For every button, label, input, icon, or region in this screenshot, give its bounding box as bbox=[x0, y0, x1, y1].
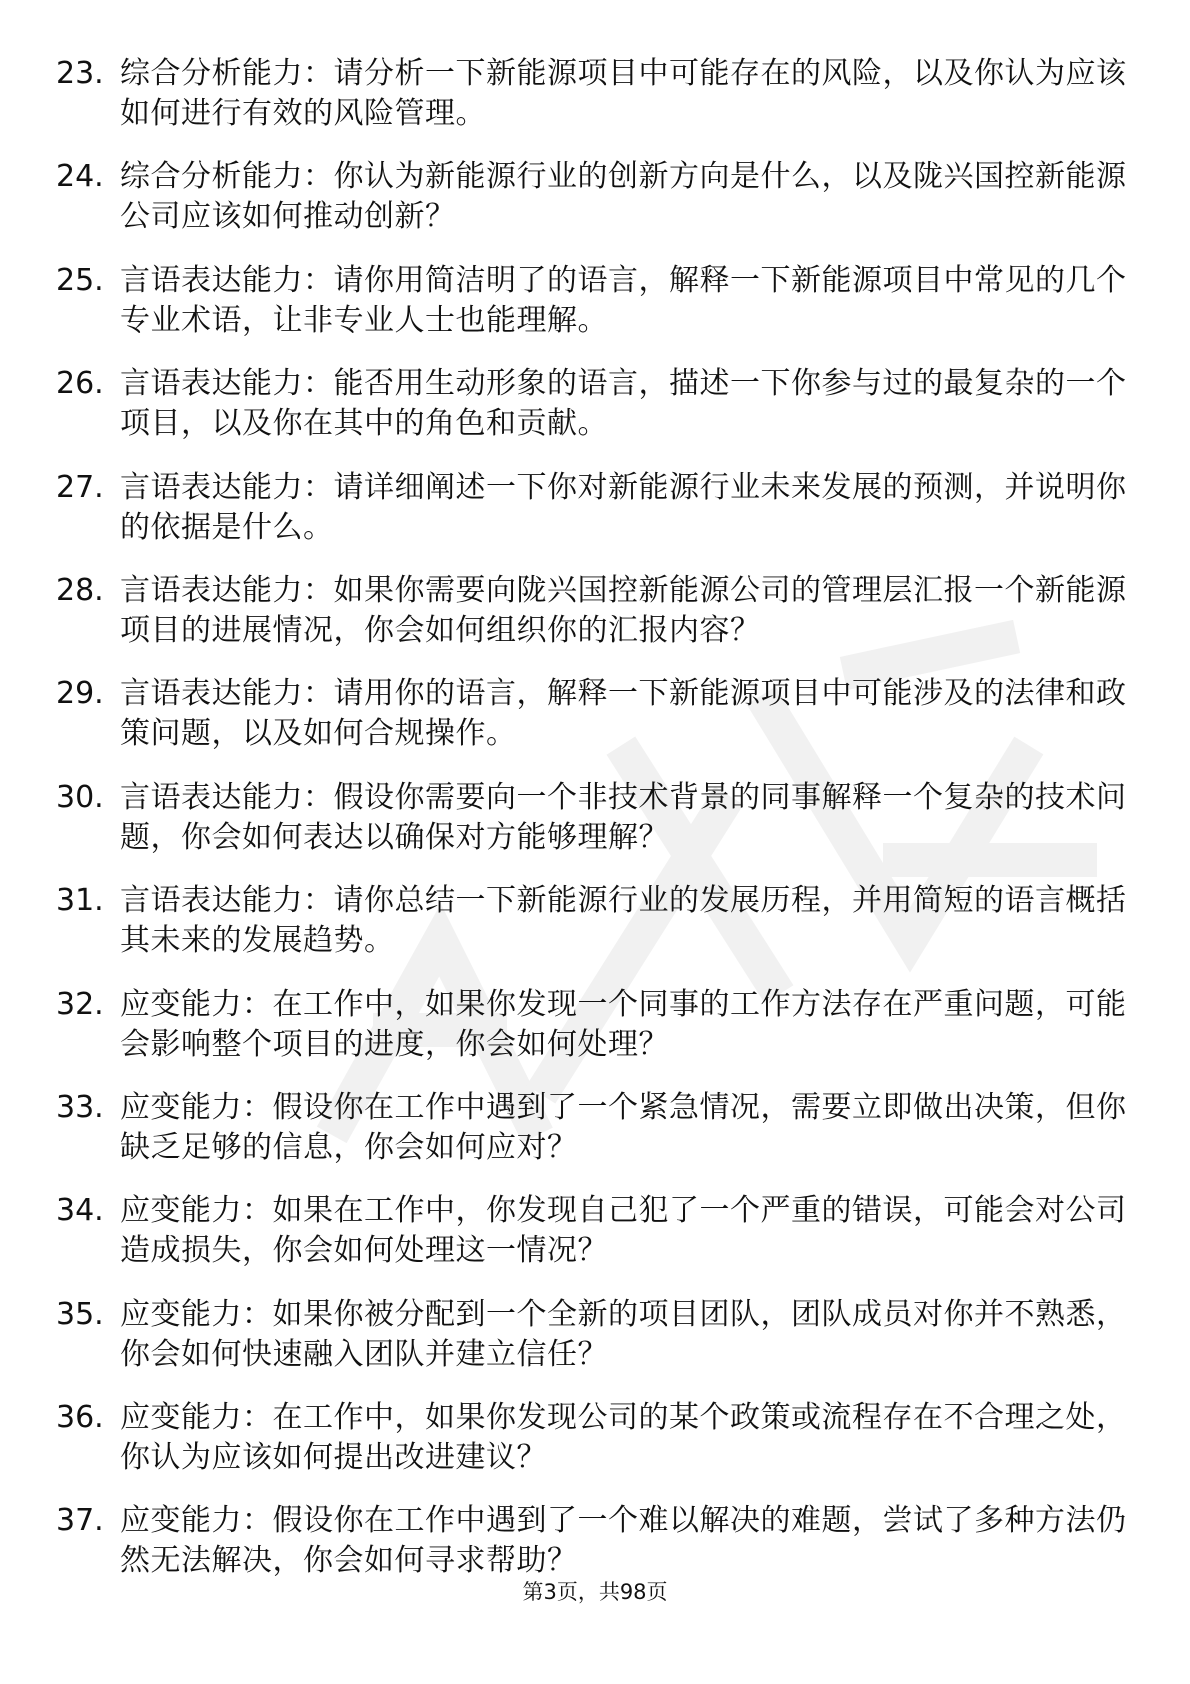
question-number: 36. bbox=[56, 1400, 104, 1436]
question-text: 言语表达能力：请你用简洁明了的语言，解释一下新能源项目中常见的几个专业术语，让非专业人士也能理解。 bbox=[120, 262, 1127, 338]
question-item bbox=[56, 54, 1136, 157]
question-text: 应变能力：假设你在工作中遇到了一个紧急情况，需要立即做出决策，但你缺乏足够的信息，你会如何应对？ bbox=[120, 1089, 1127, 1165]
question-text: 言语表达能力：能否用生动形象的语言，描述一下你参与过的最复杂的一个项目，以及你在其中的角色和贡献。 bbox=[120, 366, 1127, 442]
question-number: 25. bbox=[56, 262, 104, 298]
question-number: 26. bbox=[56, 366, 104, 402]
question-item bbox=[56, 1088, 1136, 1191]
question-text: 言语表达能力：请详细阐述一下你对新能源行业未来发展的预测，并说明你的依据是什么。 bbox=[120, 469, 1127, 545]
question-item bbox=[56, 571, 1136, 674]
question-item bbox=[56, 261, 1136, 364]
question-number: 31. bbox=[56, 883, 104, 919]
question-text: 言语表达能力：假设你需要向一个非技术背景的同事解释一个复杂的技术问题，你会如何表达以确保对方能够理解？ bbox=[120, 779, 1127, 855]
question-list bbox=[56, 54, 1136, 1605]
question-item bbox=[56, 157, 1136, 260]
question-number: 35. bbox=[56, 1296, 104, 1332]
question-number: 24. bbox=[56, 159, 104, 195]
question-item bbox=[56, 985, 1136, 1088]
question-number: 23. bbox=[56, 56, 104, 91]
page-footer: 第3页，共98页 bbox=[522, 1580, 668, 1604]
question-item bbox=[56, 674, 1136, 777]
question-item bbox=[56, 468, 1136, 571]
question-item bbox=[56, 1191, 1136, 1294]
question-item bbox=[56, 364, 1136, 467]
question-text: 言语表达能力：请你总结一下新能源行业的发展历程，并用简短的语言概括其未来的发展趋势。 bbox=[120, 883, 1127, 959]
question-text: 综合分析能力：请分析一下新能源项目中可能存在的风险，以及你认为应该如何进行有效的风险管理。 bbox=[120, 56, 1127, 131]
question-text: 言语表达能力：请用你的语言，解释一下新能源项目中可能涉及的法律和政策问题，以及如何合规操作。 bbox=[120, 676, 1127, 752]
question-number: 27. bbox=[56, 469, 104, 505]
question-text: 应变能力：如果在工作中，你发现自己犯了一个严重的错误，可能会对公司造成损失，你会如何处理这一情况？ bbox=[120, 1193, 1127, 1269]
question-number: 33. bbox=[56, 1089, 104, 1125]
question-number: 28. bbox=[56, 572, 104, 608]
question-text: 应变能力：如果你被分配到一个全新的项目团队，团队成员对你并不熟悉，你会如何快速融入团队并建立信任？ bbox=[120, 1296, 1127, 1372]
question-text: 综合分析能力：你认为新能源行业的创新方向是什么，以及陇兴国控新能源公司应该如何推动创新？ bbox=[120, 159, 1127, 235]
question-text: 应变能力：假设你在工作中遇到了一个难以解决的难题，尝试了多种方法仍然无法解决，你会如何寻求帮助？ bbox=[120, 1503, 1127, 1579]
question-number: 29. bbox=[56, 676, 104, 712]
question-number: 30. bbox=[56, 779, 104, 815]
question-item bbox=[56, 778, 1136, 881]
question-item bbox=[56, 1398, 1136, 1501]
question-text: 应变能力：在工作中，如果你发现一个同事的工作方法存在严重问题，可能会影响整个项目的进度，你会如何处理？ bbox=[120, 986, 1127, 1062]
question-number: 37. bbox=[56, 1503, 104, 1539]
question-text: 应变能力：在工作中，如果你发现公司的某个政策或流程存在不合理之处，你认为应该如何提出改进建议？ bbox=[120, 1400, 1127, 1476]
question-number: 32. bbox=[56, 986, 104, 1022]
question-item bbox=[56, 1295, 1136, 1398]
question-item bbox=[56, 881, 1136, 984]
question-text: 言语表达能力：如果你需要向陇兴国控新能源公司的管理层汇报一个新能源项目的进展情况，你会如何组织你的汇报内容？ bbox=[120, 572, 1127, 648]
question-number: 34. bbox=[56, 1193, 104, 1229]
